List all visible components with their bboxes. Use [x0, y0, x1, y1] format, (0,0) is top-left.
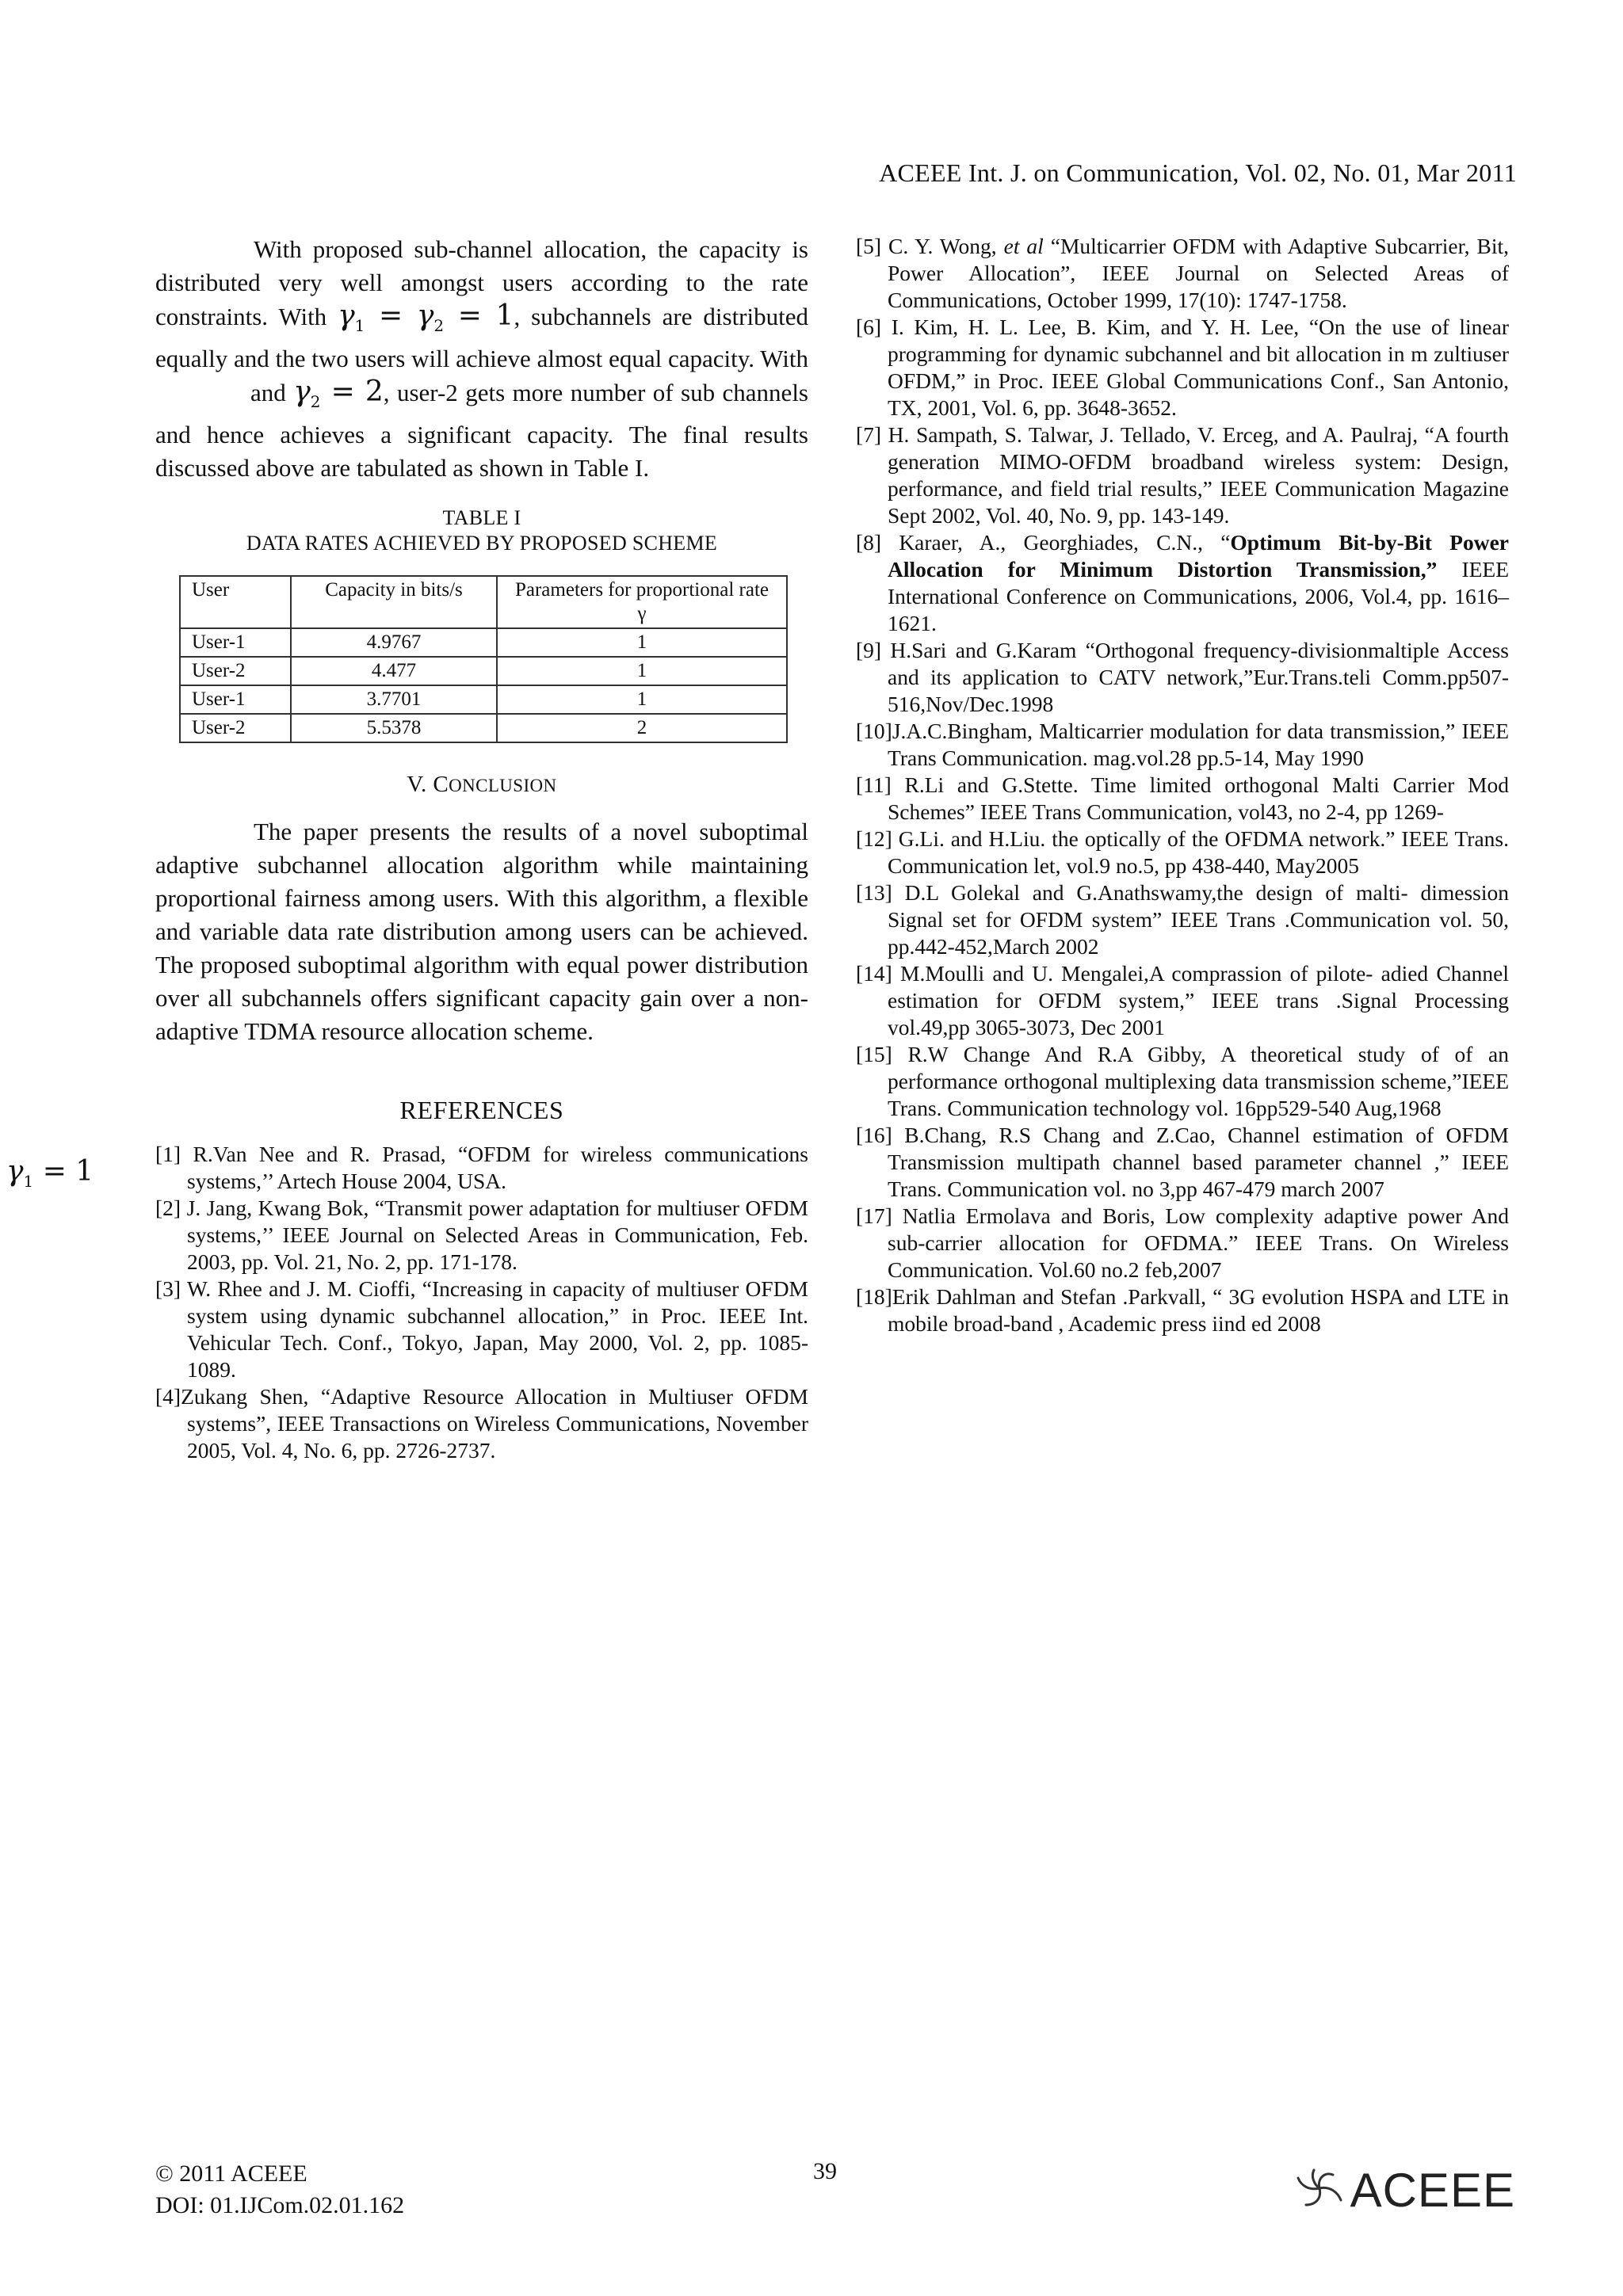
doi-text: DOI: 01.IJCom.02.01.162: [155, 2192, 405, 2218]
data-rates-table: [179, 575, 788, 743]
gamma2-formula: $\gamma_2 = 2$: [293, 376, 384, 412]
references-heading: REFERENCES: [399, 1096, 564, 1125]
conclusion-title-rest: ONCLUSION: [449, 776, 557, 796]
intro-and: and: [250, 379, 286, 407]
cell-user: User-1: [180, 685, 291, 714]
footer-left: [155, 2158, 404, 2222]
aceee-logo: [1293, 2163, 1515, 2218]
cell-capacity: 4.9767: [291, 628, 497, 657]
header-parameters: Parameters for proportional rate γ: [497, 576, 787, 628]
cell-parameter: 1: [497, 685, 787, 714]
cell-user: User-2: [180, 714, 291, 742]
reference-item: [9] H.Sari and G.Karam “Orthogonal frequency-divisionmaltiple Access and its application to CATV network,”Eur.Trans.teli Comm.pp507-516,Nov/Dec.1998: [856, 638, 1509, 716]
header-capacity: Capacity in bits/s: [291, 576, 497, 628]
reference-item: [17] Natlia Ermolava and Boris, Low complexity adaptive power And sub-carrier allocation for OFDMA.” IEEE Trans. On Wireless Communication. Vol.60 no.2 feb,2007: [856, 1203, 1509, 1282]
conclusion-paragraph: The paper presents the results of a novel suboptimal adaptive subchannel allocation algorithm while maintaining proportional fairness among users. With this algorithm, a flexible and variable data rate distribution among users can be achieved. The proposed suboptimal algorithm with equal power distribution over all subchannels offers significant capacity gain over a non-adaptive TDMA resource allocation scheme.: [155, 818, 808, 1046]
cell-parameter: 1: [497, 628, 787, 657]
ref8-pre: [8] Karaer, A., Georghiades, C.N., “: [856, 530, 1231, 555]
ref5-pre: [5] C. Y. Wong,: [856, 234, 1004, 258]
reference-item: [14] M.Moulli and U. Mengalei,A comprassion of pilote- adied Channel estimation for OFDM system,” IEEE trans .Signal Processing vol.49,pp 3065-3073, Dec 2001: [856, 961, 1509, 1039]
reference-item: [15] R.W Change And R.A Gibby, A theoretical study of of an performance orthogonal multiplexing data transmission scheme,”IEEE Trans. Communication technology vol. 16pp529-540 Aug,1968: [856, 1042, 1509, 1120]
reference-item: [10]J.A.C.Bingham, Malticarrier modulation for data transmission,” IEEE Trans Communication. mag.vol.28 pp.5-14, May 1990: [856, 719, 1509, 770]
table-caption: [155, 505, 808, 556]
table-title: DATA RATES ACHIEVED BY PROPOSED SCHEME: [246, 532, 718, 555]
gamma-equal-formula: $\gamma_1 = \gamma_2 = 1$: [338, 299, 514, 336]
reference-item: [2] J. Jang, Kwang Bok, “Transmit power adaptation for multiuser OFDM systems,’’ IEEE Journal on Selected Areas in Communication, Feb. 2003, pp. Vol. 21, No. 2, pp. 171-178.: [155, 1196, 808, 1275]
cell-user: User-1: [180, 628, 291, 657]
reference-item: [7] H. Sampath, S. Talwar, J. Tellado, V. Erceg, and A. Paulraj, “A fourth generation MIMO-OFDM broadband wireless system: Design, performance, and field trial results,” IEEE Communication Magazine Sept 2002, Vol. 40, No. 9, pp. 143-149.: [856, 422, 1509, 528]
logo-text: ACEEE: [1350, 2164, 1515, 2217]
reference-item: [4]Zukang Shen, “Adaptive Resource Allocation in Multiuser OFDM systems”, IEEE Transactions on Wireless Communications, November 2005, Vol. 4, No. 6, pp. 2726-2737.: [155, 1384, 808, 1463]
reference-item: [856, 529, 1509, 637]
reference-item: [12] G.Li. and H.Liu. the optically of the OFDMA network.” IEEE Trans. Communication let, vol.9 no.5, pp 438-440, May2005: [856, 826, 1509, 878]
reference-item: [3] W. Rhee and J. M. Cioffi, “Increasing in capacity of multiuser OFDM system using dynamic subchannel allocation,” in Proc. IEEE Int. Vehicular Tech. Conf., Tokyo, Japan, May 2000, Vol. 2, pp. 1085-1089.: [155, 1276, 808, 1383]
ref8-bold: Optimum Bit-by-Bit Power Allocation for Minimum Distortion Transmission,”: [888, 530, 1509, 582]
intro-text-2: , subchannels are distributed equally and the two users will achieve almost equal capacity. With: [155, 303, 808, 373]
cell-parameter: 2: [497, 714, 787, 742]
ref5-post: “Multicarrier OFDM with Adaptive Subcarrier, Bit, Power Allocation”, IEEE Journal on Selected Areas of Communications, October 1999, 17(10): 1747-1758.: [888, 234, 1509, 312]
journal-header: ACEEE Int. J. on Communication, Vol. 02, No. 01, Mar 2011: [879, 158, 1517, 187]
intro-text-1: With proposed sub-channel allocation, the capacity is distributed very well amongst users according to the rate constraints. With: [155, 235, 808, 330]
page-number: 39: [813, 2158, 837, 2184]
reference-item: [18]Erik Dahlman and Stefan .Parkvall, “ 3G evolution HSPA and LTE in mobile broad-band , Academic press iind ed 2008: [856, 1284, 1509, 1336]
copyright-text: © 2011 ACEEE: [155, 2161, 307, 2187]
table-row: [180, 714, 787, 742]
right-column: [856, 233, 1509, 1337]
cell-capacity: 5.5378: [291, 714, 497, 742]
ref5-italic: et al: [1003, 234, 1044, 258]
table-row: [180, 657, 787, 685]
ref8-post: IEEE International Conference on Communications, 2006, Vol.4, pp. 1616–1621.: [888, 557, 1509, 635]
reference-item: [1] R.Van Nee and R. Prasad, “OFDM for wireless communications systems,’’ Artech House 2004, USA.: [155, 1142, 808, 1194]
intro-paragraph: [155, 233, 808, 485]
reference-item: [16] B.Chang, R.S Chang and Z.Cao, Channel estimation of OFDM Transmission multipath channel based parameter channel ,” IEEE Trans. Communication vol. no 3,pp 467-479 march 2007: [856, 1123, 1509, 1201]
reference-item: [13] D.L Golekal and G.Anathswamy,the design of malti- dimession Signal set for OFDM system” IEEE Trans .Communication vol. 50, pp.442-452,March 2002: [856, 880, 1509, 959]
table-header-row: [180, 576, 787, 628]
reference-item: [856, 233, 1509, 314]
table-number: TABLE I: [442, 506, 521, 530]
cell-capacity: 3.7701: [291, 685, 497, 714]
swirl-star-icon: [1293, 2168, 1346, 2212]
cell-user: User-2: [180, 657, 291, 685]
table-row: [180, 628, 787, 657]
left-column: [155, 233, 808, 1464]
intro-text-3: , user-2 gets more number of sub channels and hence achieves a significant capacity. The final results discussed above are tabulated as shown in Table I.: [155, 379, 808, 482]
conclusion-numeral: V.: [407, 772, 427, 798]
margin-gamma-formula: $\gamma_1 = 1$: [6, 1155, 94, 1192]
reference-item: [11] R.Li and G.Stette. Time limited orthogonal Malti Carrier Mod Schemes” IEEE Trans Communication, vol43, no 2-4, pp 1269-: [856, 772, 1509, 824]
header-user: User: [180, 576, 291, 628]
table-row: [180, 685, 787, 714]
conclusion-title-first: C: [433, 772, 449, 798]
cell-parameter: 1: [497, 657, 787, 685]
reference-item: [6] I. Kim, H. L. Lee, B. Kim, and Y. H. Lee, “On the use of linear programming for dynamic subchannel and bit allocation in m zultiuser OFDM,” in Proc. IEEE Global Communications Conf., San Antonio, TX, 2001, Vol. 6, pp. 3648-3652.: [856, 315, 1509, 420]
conclusion-heading: [155, 772, 808, 798]
cell-capacity: 4.477: [291, 657, 497, 685]
